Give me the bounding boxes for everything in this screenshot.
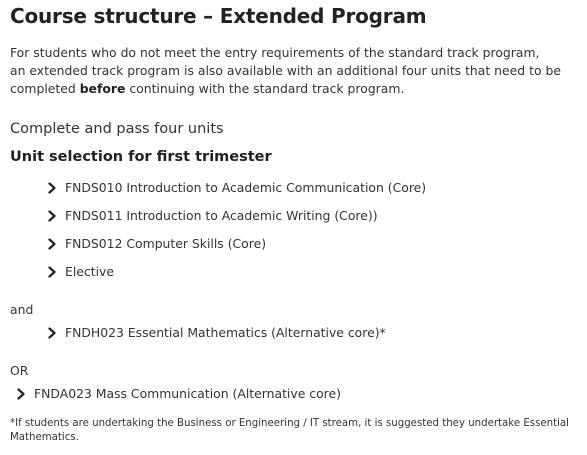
unit-elective-link[interactable] xyxy=(47,264,114,279)
or-label: OR xyxy=(10,363,29,378)
unit-fnds011-link[interactable] xyxy=(47,208,378,223)
unit-fnda023-link[interactable] xyxy=(16,386,341,401)
footnote-line-2: Mathematics. xyxy=(10,432,79,443)
chevron-right-icon xyxy=(47,327,57,339)
intro-line-3-start: completed xyxy=(10,81,80,96)
and-label: and xyxy=(10,302,34,317)
unit-fndh023-link[interactable] xyxy=(47,325,386,340)
page-title: Course structure – Extended Program xyxy=(10,4,427,28)
chevron-right-icon xyxy=(47,210,57,222)
footnote xyxy=(10,417,580,445)
section-subtitle: Complete and pass four units xyxy=(10,121,224,137)
chevron-right-icon xyxy=(16,388,26,400)
intro-line-3-end: continuing with the standard track program. xyxy=(125,81,405,96)
intro-emphasis: before xyxy=(79,81,126,96)
section-heading: Unit selection for first trimester xyxy=(10,149,272,165)
unit-fnds012-link[interactable] xyxy=(47,236,266,251)
unit-label: FNDS010 Introduction to Academic Communication (Core) xyxy=(65,180,427,195)
intro-line-1: For students who do not meet the entry requirements of the standard track program, xyxy=(10,45,540,60)
unit-label: Elective xyxy=(65,264,114,279)
chevron-right-icon xyxy=(47,266,57,278)
unit-label: FNDS011 Introduction to Academic Writing (Core)) xyxy=(65,208,378,223)
chevron-right-icon xyxy=(47,238,57,250)
chevron-right-icon xyxy=(47,182,57,194)
unit-label: FNDA023 Mass Communication (Alternative core) xyxy=(34,386,341,401)
footnote-line-1: *If students are undertaking the Business or Engineering / IT stream, it is suggested they undertake Essential xyxy=(10,418,570,429)
unit-label: FNDH023 Essential Mathematics (Alternative core)* xyxy=(65,325,386,340)
intro-line-2: an extended track program is also available with an additional four units that need to be xyxy=(10,63,561,78)
unit-label: FNDS012 Computer Skills (Core) xyxy=(65,236,267,251)
unit-fnds010-link[interactable] xyxy=(47,180,426,195)
intro-paragraph xyxy=(10,44,578,98)
